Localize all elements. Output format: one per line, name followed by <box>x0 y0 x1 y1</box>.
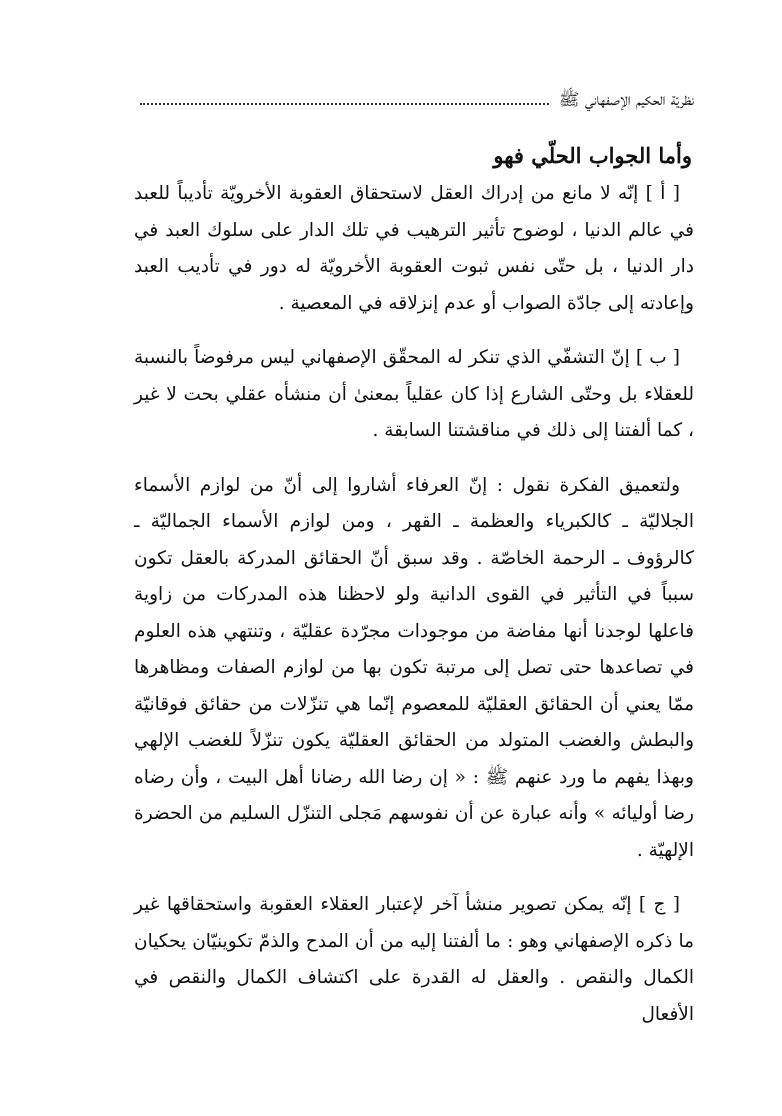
body-text <box>134 138 694 1051</box>
paragraph-b: [ ب ] إنّ التشفّي الذي تنكر له المحقّق الإصفهاني ليس مرفوضاً بالنسبة للعقلاء بل وحتّى الشارع إذا كان عقلياً بمعنىٰ أن منشأه عقلي بحت لا غير ، كما ألفتنا إلى ذلك في مناقشتنا السابقة . <box>134 347 694 441</box>
running-head <box>140 86 694 116</box>
section-heading: وأما الجواب الحلّي فهو <box>493 143 692 168</box>
paragraph-elaboration: ولتعميق الفكرة نقول : إنّ العرفاء أشاروا إلى أنّ من لوازم الأسماء الجلاليّة ـ كالكبرياء والعظمة ـ القهر ، ومن لوازم الأسماء الجماليّة ـ كالرؤوف ـ الرحمة الخاصّة . وقد سبق أنّ الحقائق المدركة بالعقل تكون سبباً في التأثير في القوى الدانية ولو لاحظنا هذه المدركات من زاوية فاعلها لوجدنا أنها مفاضة من موجودات مجرّدة عقليّة ، وتنتهي هذه العلوم في تصاعدها حتى تصل إلى مرتبة تكون بها من لوازم الصفات ومظاهرها ممّا يعني أن الحقائق العقليّة للمعصوم إنّما هي تنزّلات من حقائق فوقانيّة والبطش والغضب المتولد من الحقائق العقليّة يكون تنزّلاً للغضب الإلهي وبهذا يفهم ما ورد عنهم ﷺ : « إن رضا الله رضانا أهل البيت ، وأن رضاه رضا أوليائه » وأنه عبارة عن أن نفوسهم مَجلى التنزّل السليم من الحضرة الإلهيّة . <box>134 474 694 861</box>
paragraph-a: [ أ ] إنّه لا مانع من إدراك العقل لاستحقاق العقوبة الأخرويّة تأديباً للعبد في عالم الدنيا ، لوضوح تأثير الترهيب في تلك الدار على سلوك العبد في دار الدنيا ، بل حتّى نفس ثبوت العقوبة الأخرويّة له دور في تأديب العبد وإعادته إلى جادّة الصواب أو عدم إنزلاقه في المعصية . <box>134 183 694 314</box>
running-head-title: نظريّة الحكيم الإصفهاني ﷺ <box>558 89 694 110</box>
paragraph-c: [ ج ] إنّه يمكن تصوير منشأ آخر لإعتبار العقلاء العقوبة واستحقاقها غير ما ذكره الإصفهاني وهو : ما ألفتنا إليه من أن المدح والذمّ تكوينيّان يحكيان الكمال والنقص . والعقل له القدرة على اكتشاف الكمال والنقص في الأفعال <box>134 894 694 1025</box>
running-head-leader-dots <box>140 93 549 105</box>
